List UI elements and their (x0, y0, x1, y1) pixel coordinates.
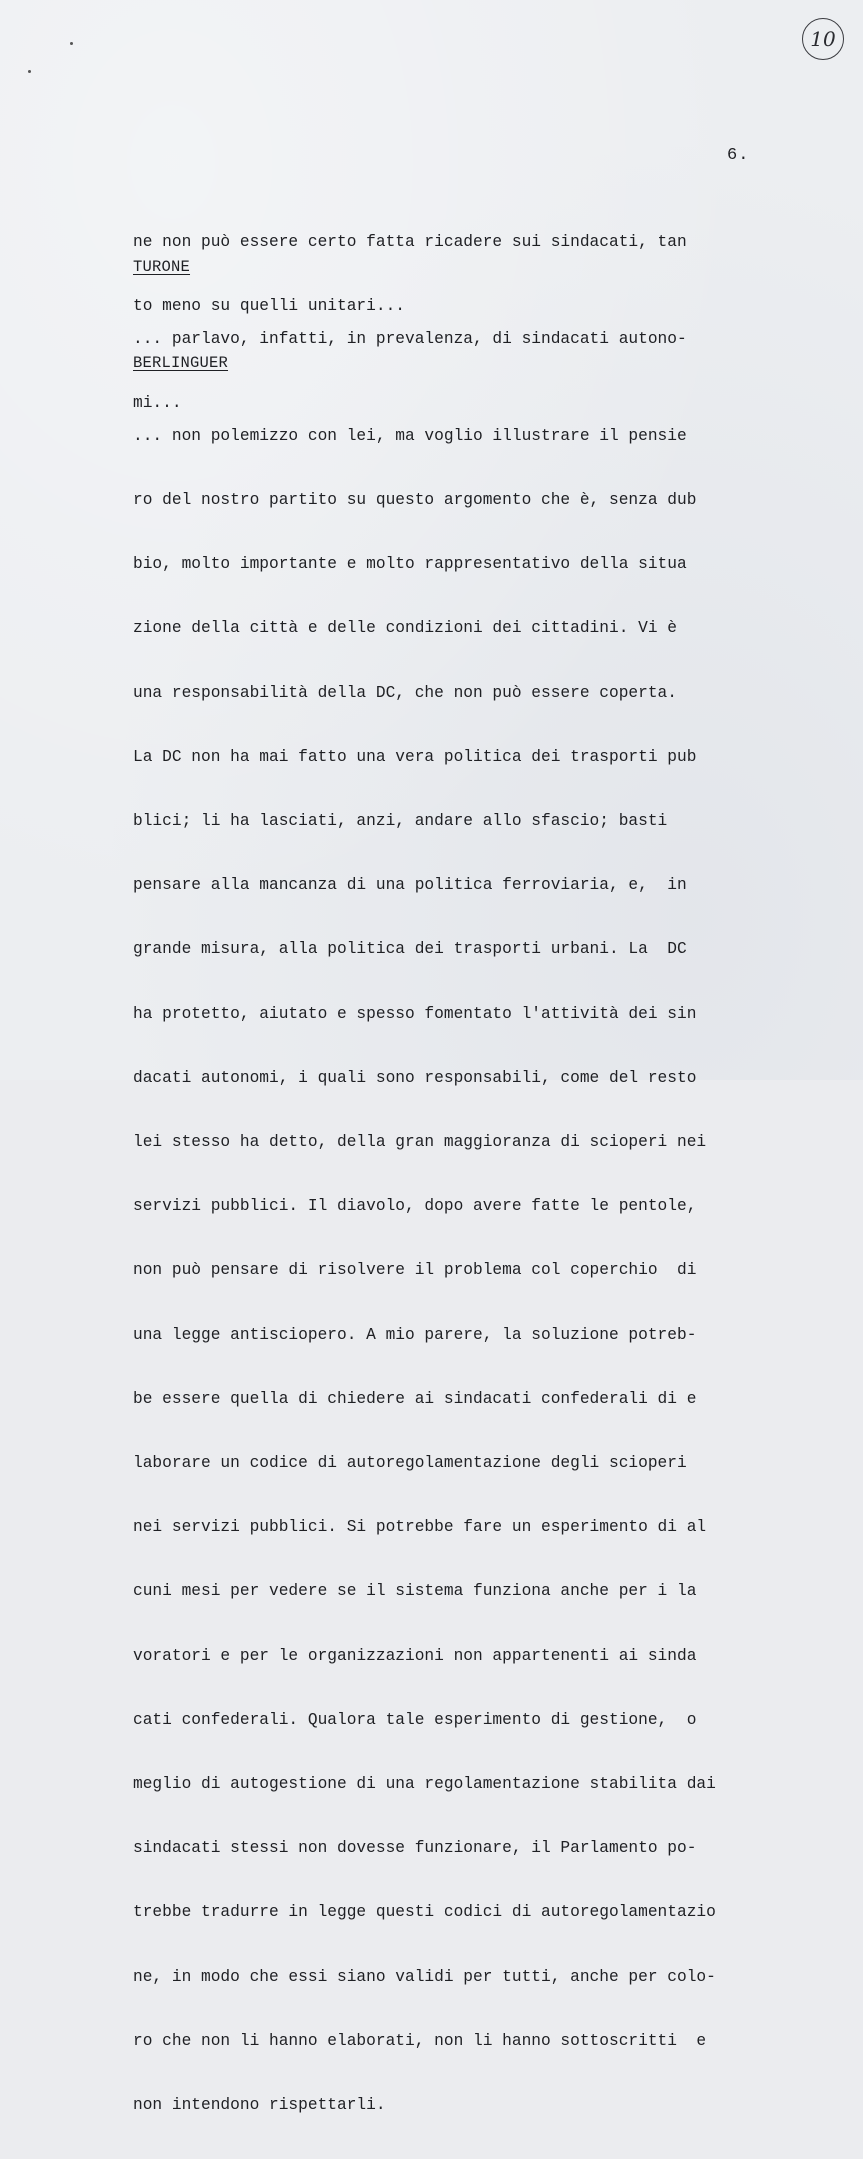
text-line: ... non polemizzo con lei, ma voglio illustrare il pensie (133, 426, 687, 445)
speck (70, 42, 73, 45)
text-line: nei servizi pubblici. Si potrebbe fare un esperimento di al (133, 1518, 707, 1537)
text-line: ro che non li hanno elaborati, non li hanno sottoscritti e (133, 2031, 707, 2050)
page-number: 6. (727, 146, 750, 165)
text-line: ne, in modo che essi siano validi per tutti, anche per colo- (133, 1967, 716, 1986)
text-line: ... parlavo, infatti, in prevalenza, di sindacati autono- (133, 329, 687, 348)
text-line: mi... (133, 394, 182, 413)
text-line: cuni mesi per vedere se il sistema funziona anche per i la (133, 1582, 697, 1601)
text-line: be essere quella di chiedere ai sindacati confederali di e (133, 1389, 697, 1408)
text-line: zione della città e delle condizioni dei cittadini. Vi è (133, 619, 677, 638)
text-line: to meno su quelli unitari... (133, 297, 405, 316)
text-line: sindacati stessi non dovesse funzionare, il Parlamento po- (133, 1839, 697, 1858)
text-line: ha protetto, aiutato e spesso fomentato l'attività dei sin (133, 1004, 697, 1023)
page-stamp: 10 (802, 18, 844, 60)
speaker-turone: TURONE (133, 258, 191, 276)
text-line: bio, molto importante e molto rappresentativo della situa (133, 555, 687, 574)
speaker-berlinguer: BERLINGUER (133, 354, 229, 372)
text-line: non può pensare di risolvere il problema col coperchio di (133, 1261, 697, 1280)
text-line: ro del nostro partito su questo argomento che è, senza dub (133, 491, 697, 510)
text-line: grande misura, alla politica dei trasporti urbani. La DC (133, 940, 687, 959)
text-line: lei stesso ha detto, della gran maggioranza di scioperi nei (133, 1133, 707, 1152)
text-line: ne non può essere certo fatta ricadere sui sindacati, tan (133, 232, 687, 251)
text-line: laborare un codice di autoregolamentazione degli scioperi (133, 1454, 687, 1473)
text-line: trebbe tradurre in legge questi codici di autoregolamentazio (133, 1903, 716, 1922)
text-line: una legge antisciopero. A mio parere, la soluzione potreb- (133, 1325, 697, 1344)
text-line: pensare alla mancanza di una politica ferroviaria, e, in (133, 876, 687, 895)
text-line: La DC non ha mai fatto una vera politica dei trasporti pub (133, 747, 697, 766)
berlinguer-paragraph (133, 383, 793, 2159)
text-line: non intendono rispettarli. (133, 2096, 386, 2115)
text-line: cati confederali. Qualora tale esperimento di gestione, o (133, 1710, 697, 1729)
text-line: meglio di autogestione di una regolamentazione stabilita dai (133, 1775, 716, 1794)
text-line: servizi pubblici. Il diavolo, dopo avere fatte le pentole, (133, 1197, 697, 1216)
text-line: dacati autonomi, i quali sono responsabili, come del resto (133, 1068, 697, 1087)
text-line: blici; li ha lasciati, anzi, andare allo sfascio; basti (133, 812, 668, 831)
text-line: una responsabilità della DC, che non può essere coperta. (133, 683, 677, 702)
speck (28, 70, 31, 73)
text-line: voratori e per le organizzazioni non appartenenti ai sinda (133, 1646, 697, 1665)
